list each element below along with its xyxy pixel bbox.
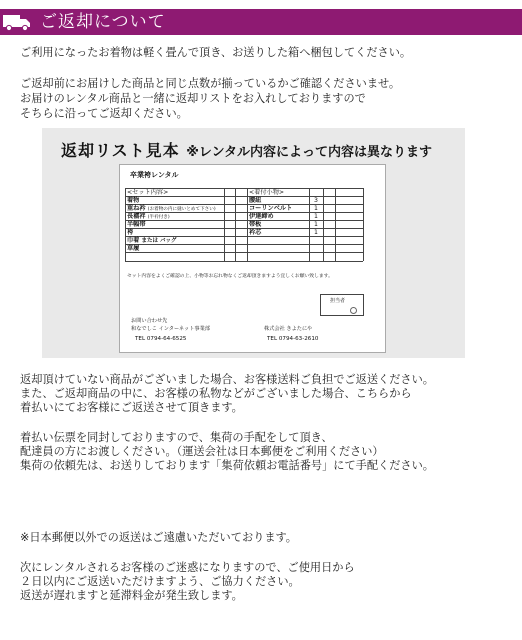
table-divider <box>323 188 324 261</box>
body-paragraph-1-line-1: 返却頂けていない商品がございました場合、お客様送料ご負担でご返送ください。 <box>20 373 434 386</box>
accessory-header: <着付小物> <box>249 189 285 196</box>
table-divider <box>247 188 248 261</box>
accessory-qty: 3 <box>314 197 318 204</box>
accessory-item: 帯板 <box>249 221 262 228</box>
section-header <box>0 9 522 35</box>
sample-title-text: 返却リスト見本 <box>61 141 180 160</box>
body-paragraph-1-line-3: 着払いにてお客様にご返送させて頂きます。 <box>20 401 243 414</box>
body-paragraph-4-line-1: 次にレンタルされるお客様のご迷惑になりますので、ご使用日から <box>20 561 355 574</box>
intro-line-4: そちらに沿ってご返却ください。 <box>20 107 188 120</box>
table-border <box>363 188 364 261</box>
checker-stamp-box <box>320 294 364 316</box>
set-header: <セット内容> <box>127 189 169 196</box>
body-paragraph-2-line-1: 着払い伝票を同封しておりますので、集荷の手配をして頂き、 <box>20 431 333 444</box>
set-item: 巾着 または バッグ <box>127 237 177 244</box>
contact-label: お問い合わせ先 <box>131 318 168 324</box>
accessory-qty: 1 <box>314 213 318 220</box>
accessory-item: 衿芯 <box>249 229 262 236</box>
checker-label: 担当者 <box>330 298 346 304</box>
accessory-qty: 1 <box>314 229 318 236</box>
set-item: 袴 <box>127 229 134 236</box>
contact-company: 和なでしこ インターネット事業部 <box>131 326 210 332</box>
return-list-sample <box>42 128 465 358</box>
sender-tel: TEL 0794-63-2610 <box>267 336 319 342</box>
confirm-note: セット内容をよくご確認の上、小物等お忘れ物なくご返却頂きますよう宜しくお願い致します。 <box>127 274 333 279</box>
table-border <box>125 188 126 261</box>
table-border <box>125 261 363 262</box>
accessory-item: 伊達締め <box>249 213 274 220</box>
contact-tel: TEL 0794-64-6525 <box>135 336 187 342</box>
set-item: 着物 <box>127 197 140 204</box>
accessory-item: 腰紐 <box>249 197 262 204</box>
sample-note: ※レンタル内容によって内容は異なります <box>186 145 433 160</box>
accessory-qty: 1 <box>314 221 318 228</box>
return-list-card <box>119 164 386 353</box>
body-paragraph-1-line-2: また、ご返却商品の中に、お客様の私物などがございました場合、こちらから <box>20 387 412 400</box>
set-item: 長襦袢 (半衿付き) <box>127 213 170 220</box>
set-item: 重ね衿 (お着物の内に縫いとめて下さい) <box>127 205 216 212</box>
body-paragraph-2-line-2: 配達員の方にお渡しください。（運送会社は日本郵便をご利用ください） <box>20 445 384 458</box>
table-divider <box>309 188 310 261</box>
sample-title <box>61 138 432 161</box>
body-paragraph-2-line-3: 集荷の依頼先は、お送りしております「集荷依頼お電話番号」にて手配ください。 <box>20 459 434 472</box>
intro-line-1: ご利用になったお着物は軽く畳んで頂き、お送りした箱へ梱包してください。 <box>20 46 412 59</box>
intro-line-3: お届けのレンタル商品と一緒に返却リストをお入れしておりますので <box>20 92 366 105</box>
card-title: 卒業袴レンタル <box>130 171 179 179</box>
table-divider <box>224 188 225 261</box>
set-item: 半幅帯 <box>127 221 146 228</box>
section-title: ご返却について <box>40 12 166 32</box>
set-item: 草履 <box>127 245 140 252</box>
body-paragraph-4-line-3: 返送が遅れますと延滞料金が発生致します。 <box>20 589 243 602</box>
intro-line-2: ご返却前にお届けした商品と同じ点数が揃っているかご確認くださいませ。 <box>20 77 401 90</box>
accessory-item: コーリンベルト <box>249 205 293 212</box>
table-divider <box>235 188 236 261</box>
body-paragraph-4-line-2: ２日以内にご返送いただけますよう、ご協力ください。 <box>20 575 300 588</box>
table-divider <box>335 188 336 261</box>
delivery-truck-icon <box>2 12 32 32</box>
body-paragraph-3-line-1: ※日本郵便以外での返送はご遠慮いただいております。 <box>20 531 297 544</box>
sender-company: 株式会社 きよたにや <box>264 326 313 332</box>
stamp-mark-icon <box>350 307 357 314</box>
table-divider <box>125 228 363 229</box>
table-divider <box>125 252 363 253</box>
accessory-qty: 1 <box>314 205 318 212</box>
